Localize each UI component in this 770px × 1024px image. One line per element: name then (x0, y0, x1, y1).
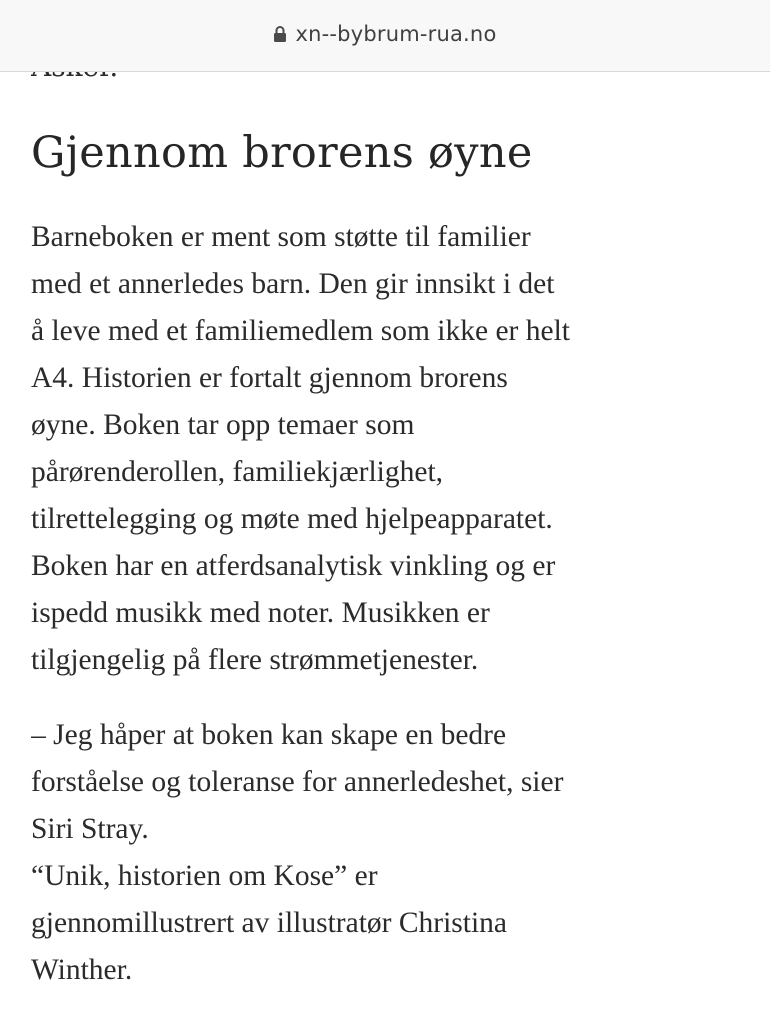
browser-address-bar[interactable] (0, 0, 770, 72)
paragraph-line: å leve med et familiemedlem som ikke er helt (31, 315, 570, 347)
paragraph-line: ispedd musikk med noter. Musikken er (31, 597, 490, 629)
paragraph-line: med et annerledes barn. Den gir innsikt i det (31, 268, 555, 300)
paragraph-line: “Unik, historien om Kose” er (31, 860, 378, 892)
paragraph-line: Boken har en atferdsanalytisk vinkling og er (31, 550, 556, 582)
paragraph-line: øyne. Boken tar opp temaer som (31, 409, 415, 441)
paragraph-line: A4. Historien er fortalt gjennom brorens (31, 362, 508, 394)
paragraph-line: Barneboken er ment som støtte til familier (31, 221, 531, 253)
paragraph-intro (31, 214, 743, 684)
paragraph-line: gjennomillustrert av illustratør Christina (31, 907, 508, 939)
paragraph-line: – Jeg håper at boken kan skape en bedre (31, 719, 507, 751)
article-content (31, 0, 743, 1024)
url-display[interactable] (273, 22, 496, 46)
paragraph-line: Winther. (31, 954, 133, 986)
paragraph-line: tilrettelegging og møte med hjelpeapparatet. (31, 503, 553, 535)
paragraph-quote (31, 712, 743, 994)
section-heading: Gjennom brorens øyne (31, 128, 533, 178)
paragraph-line: Siri Stray. (31, 813, 149, 845)
url-text: xn--bybrum-rua.no (295, 22, 497, 46)
paragraph-line: forståelse og toleranse for annerledeshet, sier (31, 766, 564, 798)
paragraph-line: pårørenderollen, familiekjærlighet, (31, 456, 444, 488)
lock-icon (273, 25, 287, 43)
paragraph-line: tilgjengelig på flere strømmetjenester. (31, 644, 479, 676)
